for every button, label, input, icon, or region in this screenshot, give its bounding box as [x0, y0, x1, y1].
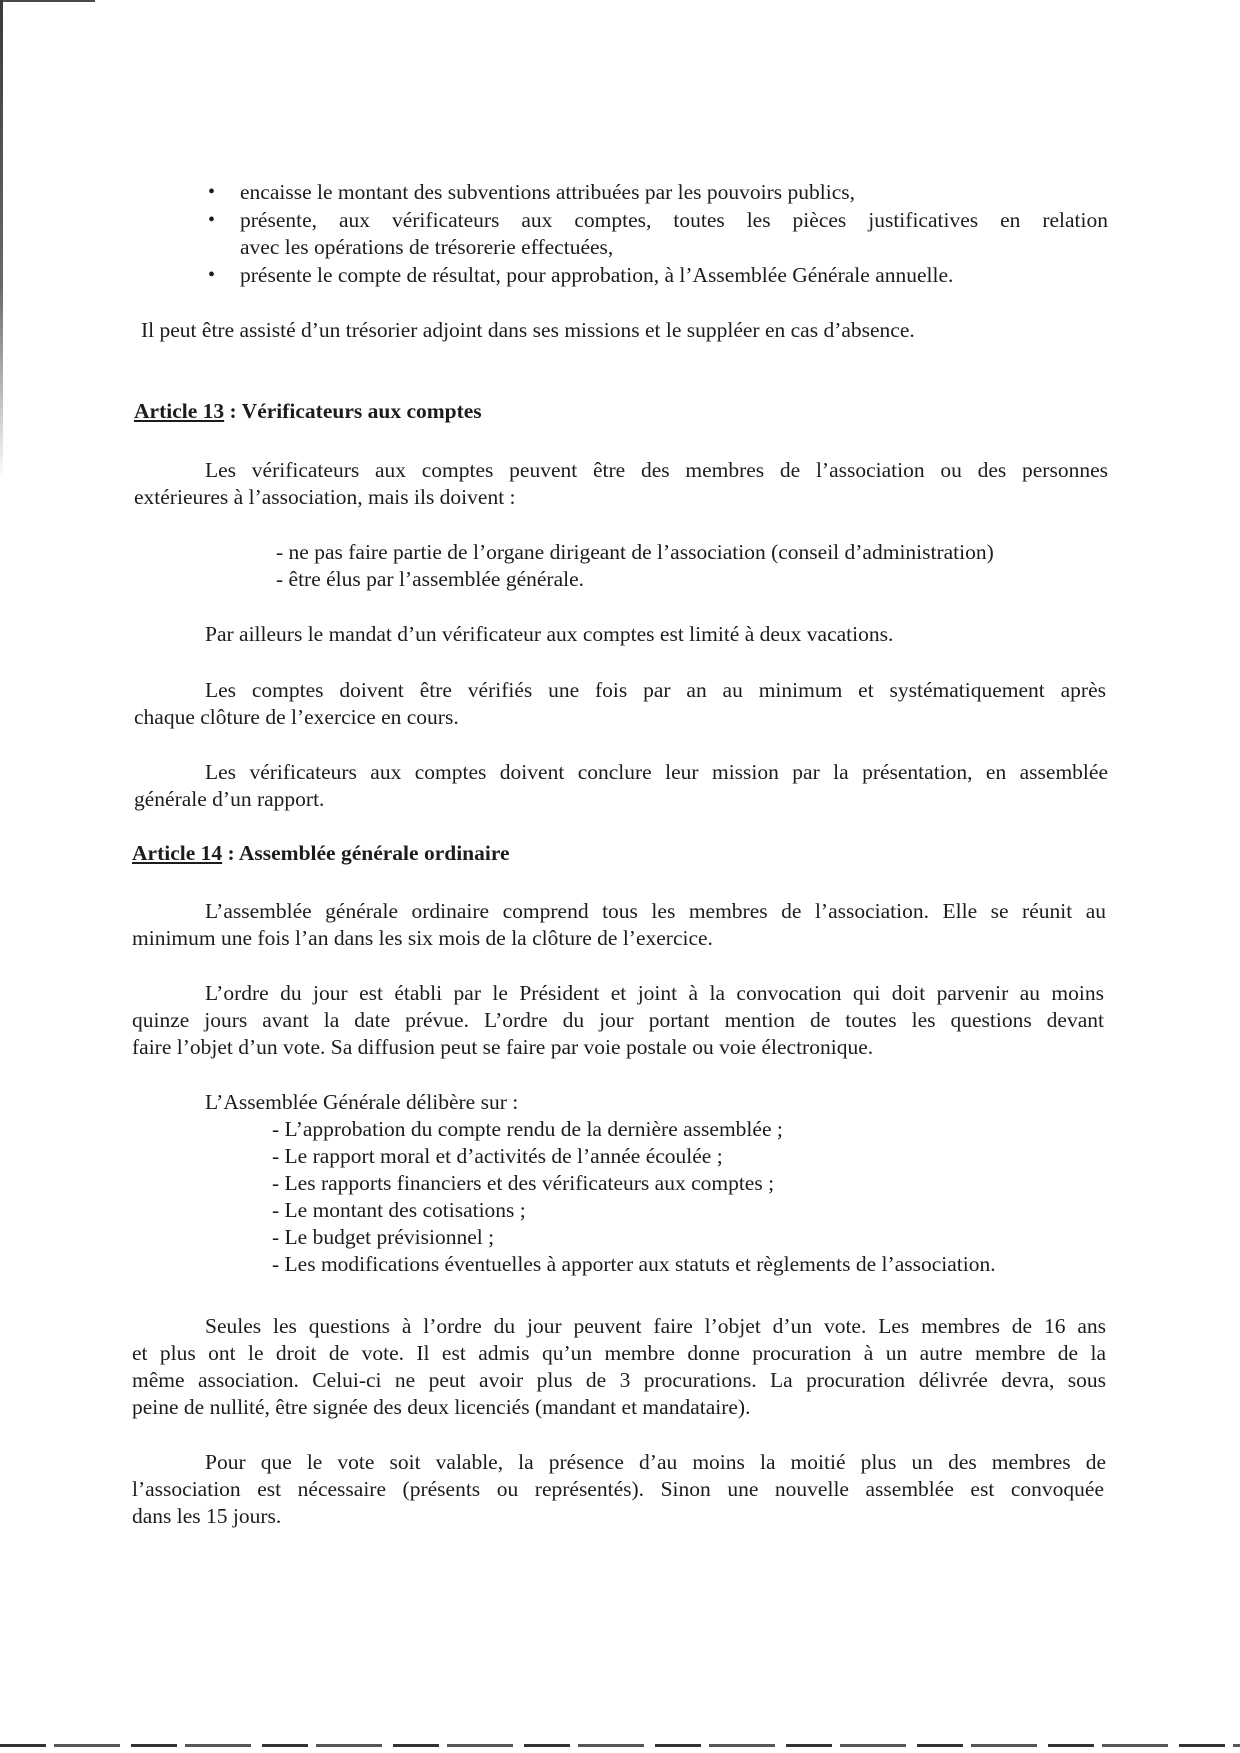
- paragraph: Par ailleurs le mandat d’un vérificateur aux comptes est limité à deux vacations.: [205, 622, 894, 646]
- paragraph-line: extérieures à l’association, mais ils doivent :: [134, 485, 516, 509]
- paragraph-line: Pour que le vote soit valable, la présence d’au moins la moitié plus un des membres de: [205, 1450, 1106, 1474]
- paragraph-line: L’assemblée générale ordinaire comprend tous les membres de l’association. Elle se réunit au: [205, 899, 1106, 923]
- paragraph-line: générale d’un rapport.: [134, 787, 325, 811]
- bullet-item: • encaisse le montant des subventions attribuées par les pouvoirs publics,: [208, 180, 856, 204]
- scan-left-edge: [0, 0, 3, 480]
- bullet-item: • présente le compte de résultat, pour approbation, à l’Assemblée Générale annuelle.: [208, 263, 954, 287]
- deliberation-item: - Le rapport moral et d’activités de l’année écoulée ;: [272, 1144, 723, 1168]
- paragraph-line: dans les 15 jours.: [132, 1504, 282, 1528]
- paragraph-line: Les vérificateurs aux comptes peuvent être des membres de l’association ou des personnes: [205, 458, 1108, 482]
- paragraph-line: Seules les questions à l’ordre du jour peuvent faire l’objet d’un vote. Les membres de 16 ans: [205, 1314, 1106, 1338]
- paragraph-line: faire l’objet d’un vote. Sa diffusion peut se faire par voie postale ou voie électronique.: [132, 1035, 874, 1059]
- paragraph-line: peine de nullité, être signée des deux licenciés (mandant et mandataire).: [132, 1395, 751, 1419]
- bullet-item-continuation: avec les opérations de trésorerie effectuées,: [240, 235, 614, 259]
- condition-item: - être élus par l’assemblée générale.: [276, 567, 585, 591]
- condition-item: - ne pas faire partie de l’organe dirigeant de l’association (conseil d’administration): [276, 540, 994, 564]
- paragraph-line: L’ordre du jour est établi par le Président et joint à la convocation qui doit parvenir au moins: [205, 981, 1104, 1005]
- scan-edge-mark: [0, 0, 95, 2]
- article-14-number: Article 14: [132, 841, 223, 865]
- deliberation-item: - Les rapports financiers et des vérificateurs aux comptes ;: [272, 1171, 775, 1195]
- article-13-title: : Vérificateurs aux comptes: [224, 399, 482, 423]
- article-14-title: : Assemblée générale ordinaire: [222, 841, 510, 865]
- bullet-icon: •: [208, 181, 216, 203]
- paragraph-line: quinze jours avant la date prévue. L’ordre du jour portant mention de toutes les questions devant: [132, 1008, 1104, 1032]
- paragraph-line: Les vérificateurs aux comptes doivent conclure leur mission par la présentation, en assemblée: [205, 760, 1108, 784]
- bullet-icon: •: [208, 209, 216, 231]
- article-14-heading: [132, 840, 510, 867]
- paragraph-line: minimum une fois l’an dans les six mois de la clôture de l’exercice.: [132, 926, 713, 950]
- paragraph-line: Les comptes doivent être vérifiés une fois par an au minimum et systématiquement après: [205, 678, 1106, 702]
- paragraph-line: même association. Celui-ci ne peut avoir plus de 3 procurations. La procuration délivrée devra, sous: [132, 1368, 1106, 1392]
- deliberation-item: - Le budget prévisionnel ;: [272, 1225, 495, 1249]
- scan-bottom-edge: [0, 1744, 1240, 1747]
- paragraph-line: chaque clôture de l’exercice en cours.: [134, 705, 459, 729]
- deliberation-item: - L’approbation du compte rendu de la dernière assemblée ;: [272, 1117, 783, 1141]
- article-13-number: Article 13: [134, 399, 225, 423]
- paragraph-line: et plus ont le droit de vote. Il est admis qu’un membre donne procuration à un autre membre de la: [132, 1341, 1106, 1365]
- deliberation-intro: L’Assemblée Générale délibère sur :: [205, 1090, 519, 1114]
- deliberation-item: - Les modifications éventuelles à apporter aux statuts et règlements de l’association.: [272, 1252, 996, 1276]
- bullet-item: • présente, aux vérificateurs aux comptes, toutes les pièces justificatives en relation: [208, 208, 1108, 232]
- deliberation-item: - Le montant des cotisations ;: [272, 1198, 526, 1222]
- paragraph-line: l’association est nécessaire (présents ou représentés). Sinon une nouvelle assemblée est convoquée: [132, 1477, 1104, 1501]
- bullet-icon: •: [208, 264, 216, 286]
- tresorier-note: Il peut être assisté d’un trésorier adjoint dans ses missions et le suppléer en cas d’absence.: [141, 318, 915, 342]
- article-13-heading: [134, 398, 482, 425]
